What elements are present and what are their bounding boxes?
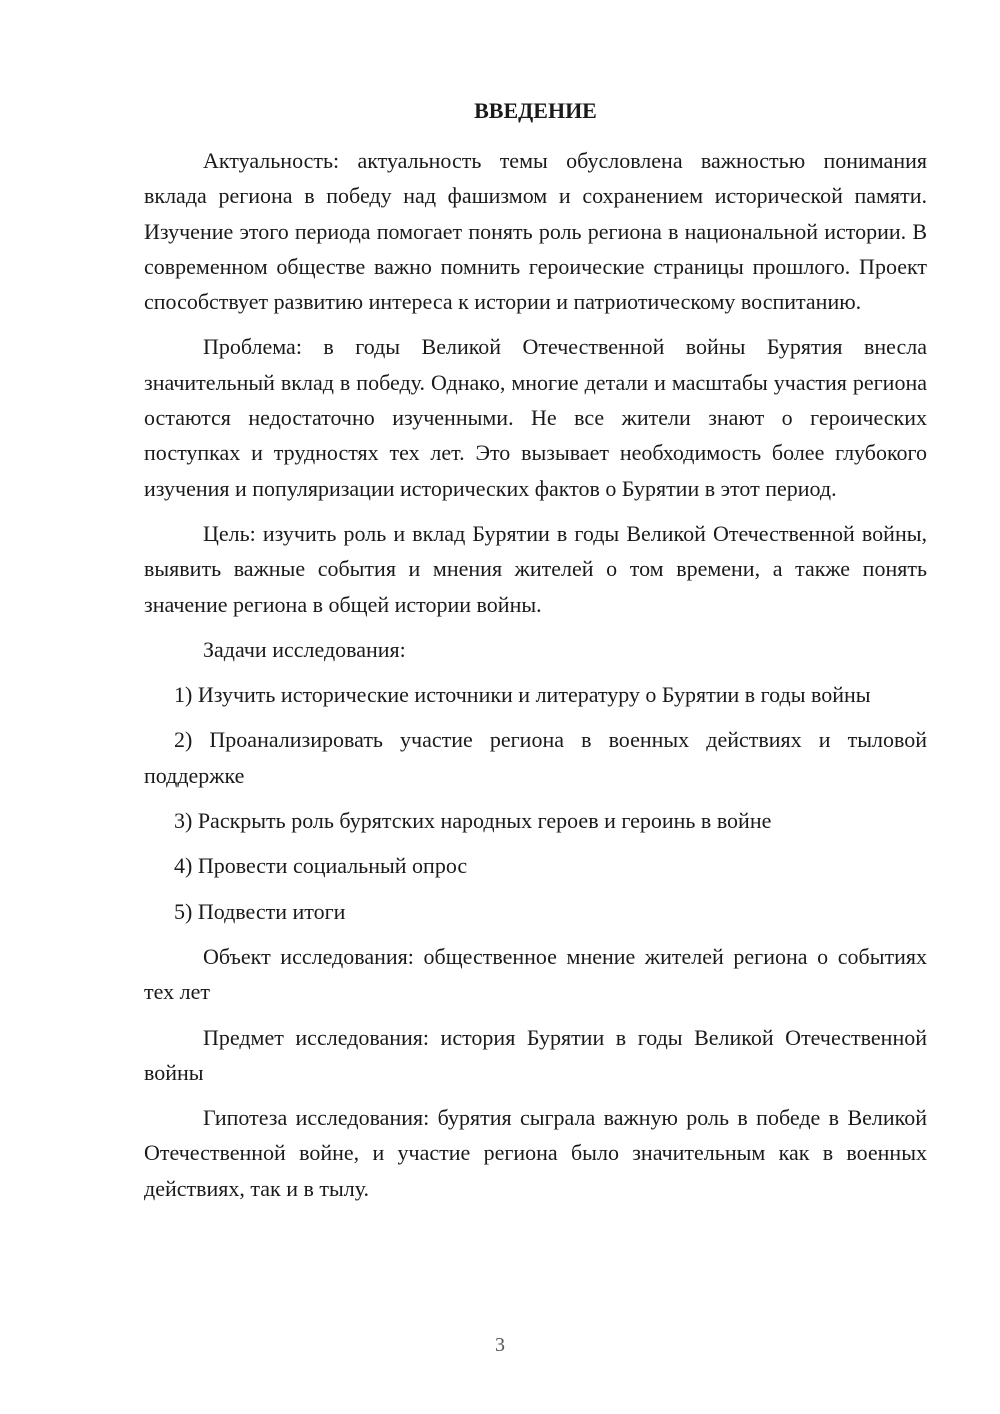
document-page (144, 93, 927, 1206)
task-item: 2) Проанализировать участие региона в военных действиях и тыловой поддержке (144, 727, 927, 788)
paragraph-subject: Предмет исследования: история Бурятии в годы Великой Отечественной войны (144, 1024, 927, 1085)
task-item: 4) Провести социальный опрос (174, 853, 468, 879)
task-item: 3) Раскрыть роль бурятских народных героев и героинь в войне (174, 808, 772, 834)
page-number: 3 (495, 1334, 505, 1356)
paragraph-object: Объект исследования: общественное мнение жителей региона о событиях тех лет (144, 943, 927, 1005)
paragraph-relevance: Актуальность: актуальность темы обусловлена важностью понимания вклада региона в победу над фашизмом и сохранением исторической памяти. Изучение этого периода помогает понять роль региона в национальной истории. В современном обществе важно помнить героические страницы прошлого. Проект способствует развитию интереса к истории и патриотическому воспитанию. (144, 148, 927, 315)
paragraph-goal: Цель: изучить роль и вклад Бурятии в годы Великой Отечественной войны, выявить важные события и мнения жителей о том времени, а также понять значение региона в общей истории войны. (144, 520, 927, 617)
tasks-heading: Задачи исследования: (203, 636, 406, 662)
paragraph-problem: Проблема: в годы Великой Отечественной войны Бурятия внесла значительный вклад в победу. Однако, многие детали и масштабы участия региона остаются недостаточно изученными. Не все жители знают о героических поступках и трудностях тех лет. Это вызывает необходимость более глубокого изучения и популяризации исторических фактов о Бурятии в этот период. (144, 334, 927, 501)
task-item: 5) Подвести итоги (174, 898, 346, 924)
section-title: ВВЕДЕНИЕ (474, 98, 597, 123)
paragraph-hypothesis: Гипотеза исследования: бурятия сыграла важную роль в победе в Великой Отечественной войне, и участие региона было значительным как в военных действиях, так и в тылу. (144, 1105, 927, 1201)
tasks-list (144, 677, 927, 929)
task-item: 1) Изучить исторические источники и литературу о Бурятии в годы войны (174, 682, 871, 708)
